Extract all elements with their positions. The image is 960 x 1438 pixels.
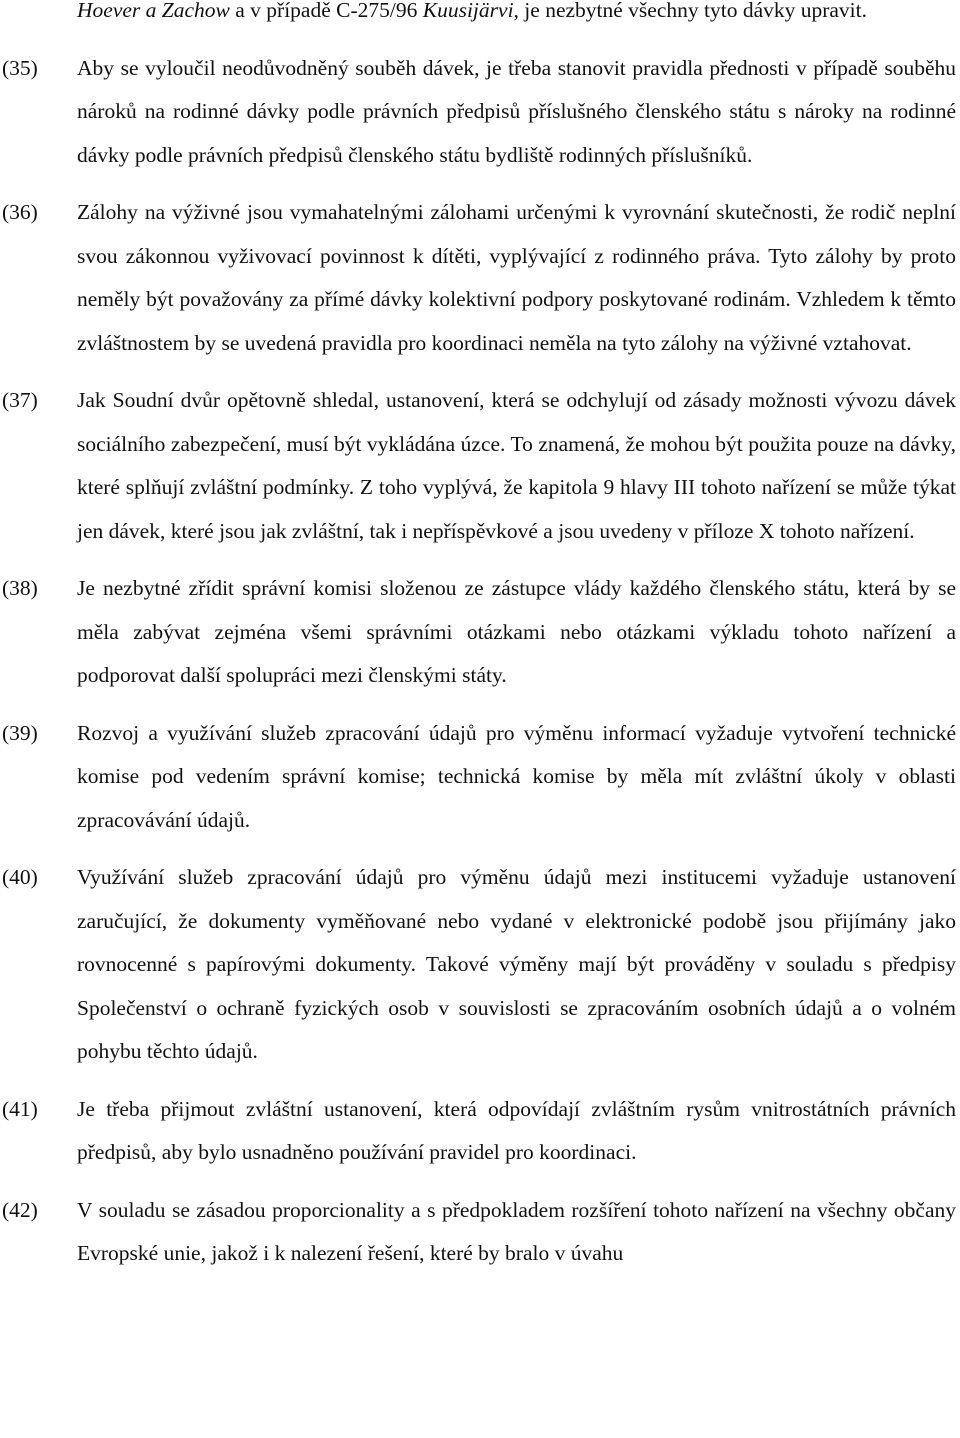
case-name-kuusijarvi: Kuusijärvi <box>422 0 514 22</box>
recital-41 <box>0 1088 960 1175</box>
recital-text: Využívání služeb zpracování údajů pro výměnu údajů mezi institucemi vyžaduje ustanovení zaručující, že dokumenty vyměňované nebo vydané v elektronické podobě jsou přijímány jako rovnocenné s papírovými dokumenty. Takové výměny mají být prováděny v souladu s předpisy Společenství o ochraně fyzických osob v souvislosti se zpracováním osobních údajů a o volném pohybu těchto údajů. <box>77 865 956 1063</box>
recital-number: (42) <box>2 1197 38 1222</box>
recital-text: Aby se vyloučil neodůvodněný souběh dávek, je třeba stanovit pravidla přednosti v případě souběhu nároků na rodinné dávky podle právních předpisů příslušného členského státu s nároky na rodinné dávky podle právních předpisů členského státu bydliště rodinných příslušníků. <box>77 55 956 167</box>
recital-37 <box>0 379 960 553</box>
recital-text: Zálohy na výživné jsou vymahatelnými zálohami určenými k vyrovnání skutečnosti, že rodič neplní svou zákonnou vyživovací povinnost k dítěti, vyplývající z rodinného práva. Tyto zálohy by proto neměly být považovány za přímé dávky kolektivní podpory poskytované rodinám. Vzhledem k těmto zvláštnostem by se uvedená pravidla pro koordinaci neměla na tyto zálohy na výživné vztahovat. <box>77 200 956 355</box>
intro-text-2: , je nezbytné všechny tyto dávky upravit. <box>513 0 868 22</box>
recital-text: Je třeba přijmout zvláštní ustanovení, která odpovídají zvláštním rysům vnitrostátních právních předpisů, aby bylo usnadněno používání pravidel pro koordinaci. <box>77 1096 956 1164</box>
recital-text: V souladu se zásadou proporcionality a s předpokladem rozšíření tohoto nařízení na všechny občany Evropské unie, jakož i k nalezení řešení, které by bralo v úvahu <box>77 1197 956 1265</box>
recital-text: Jak Soudní dvůr opětovně shledal, ustanovení, která se odchylují od zásady možnosti vývozu dávek sociálního zabezpečení, musí být vykládána úzce. To znamená, že mohou být použita pouze na dávky, které splňují zvláštní podmínky. Z toho vyplývá, že kapitola 9 hlavy III tohoto nařízení se může týkat jen dávek, které jsou jak zvláštní, tak i nepříspěvkové a jsou uvedeny v příloze X tohoto nařízení. <box>77 388 956 543</box>
recital-text: Je nezbytné zřídit správní komisi složenou ze zástupce vlády každého členského státu, která by se měla zabývat zejména všemi správními otázkami nebo otázkami výkladu tohoto nařízení a podporovat další spolupráci mezi členskými státy. <box>77 576 956 687</box>
recital-38 <box>0 567 960 698</box>
recital-39 <box>0 712 960 843</box>
recital-number: (41) <box>2 1096 38 1121</box>
recital-number: (39) <box>2 720 38 745</box>
recital-40 <box>0 856 960 1074</box>
intro-paragraph <box>0 0 960 33</box>
recital-number: (37) <box>2 388 38 412</box>
recital-36 <box>0 191 960 365</box>
recital-42 <box>0 1189 960 1276</box>
recital-35 <box>0 47 960 178</box>
recital-number: (38) <box>2 576 38 600</box>
recital-number: (36) <box>2 200 38 224</box>
case-name-hoever-zachow: Hoever a Zachow <box>77 0 230 22</box>
intro-text-1: a v případě C-275/96 <box>229 0 423 22</box>
recital-number: (35) <box>2 55 38 80</box>
recital-number: (40) <box>2 865 38 889</box>
recital-text: Rozvoj a využívání služeb zpracování údajů pro výměnu informací vyžaduje vytvoření technické komise pod vedením správní komise; technická komise by měla mít zvláštní úkoly v oblasti zpracovávání údajů. <box>77 720 956 832</box>
